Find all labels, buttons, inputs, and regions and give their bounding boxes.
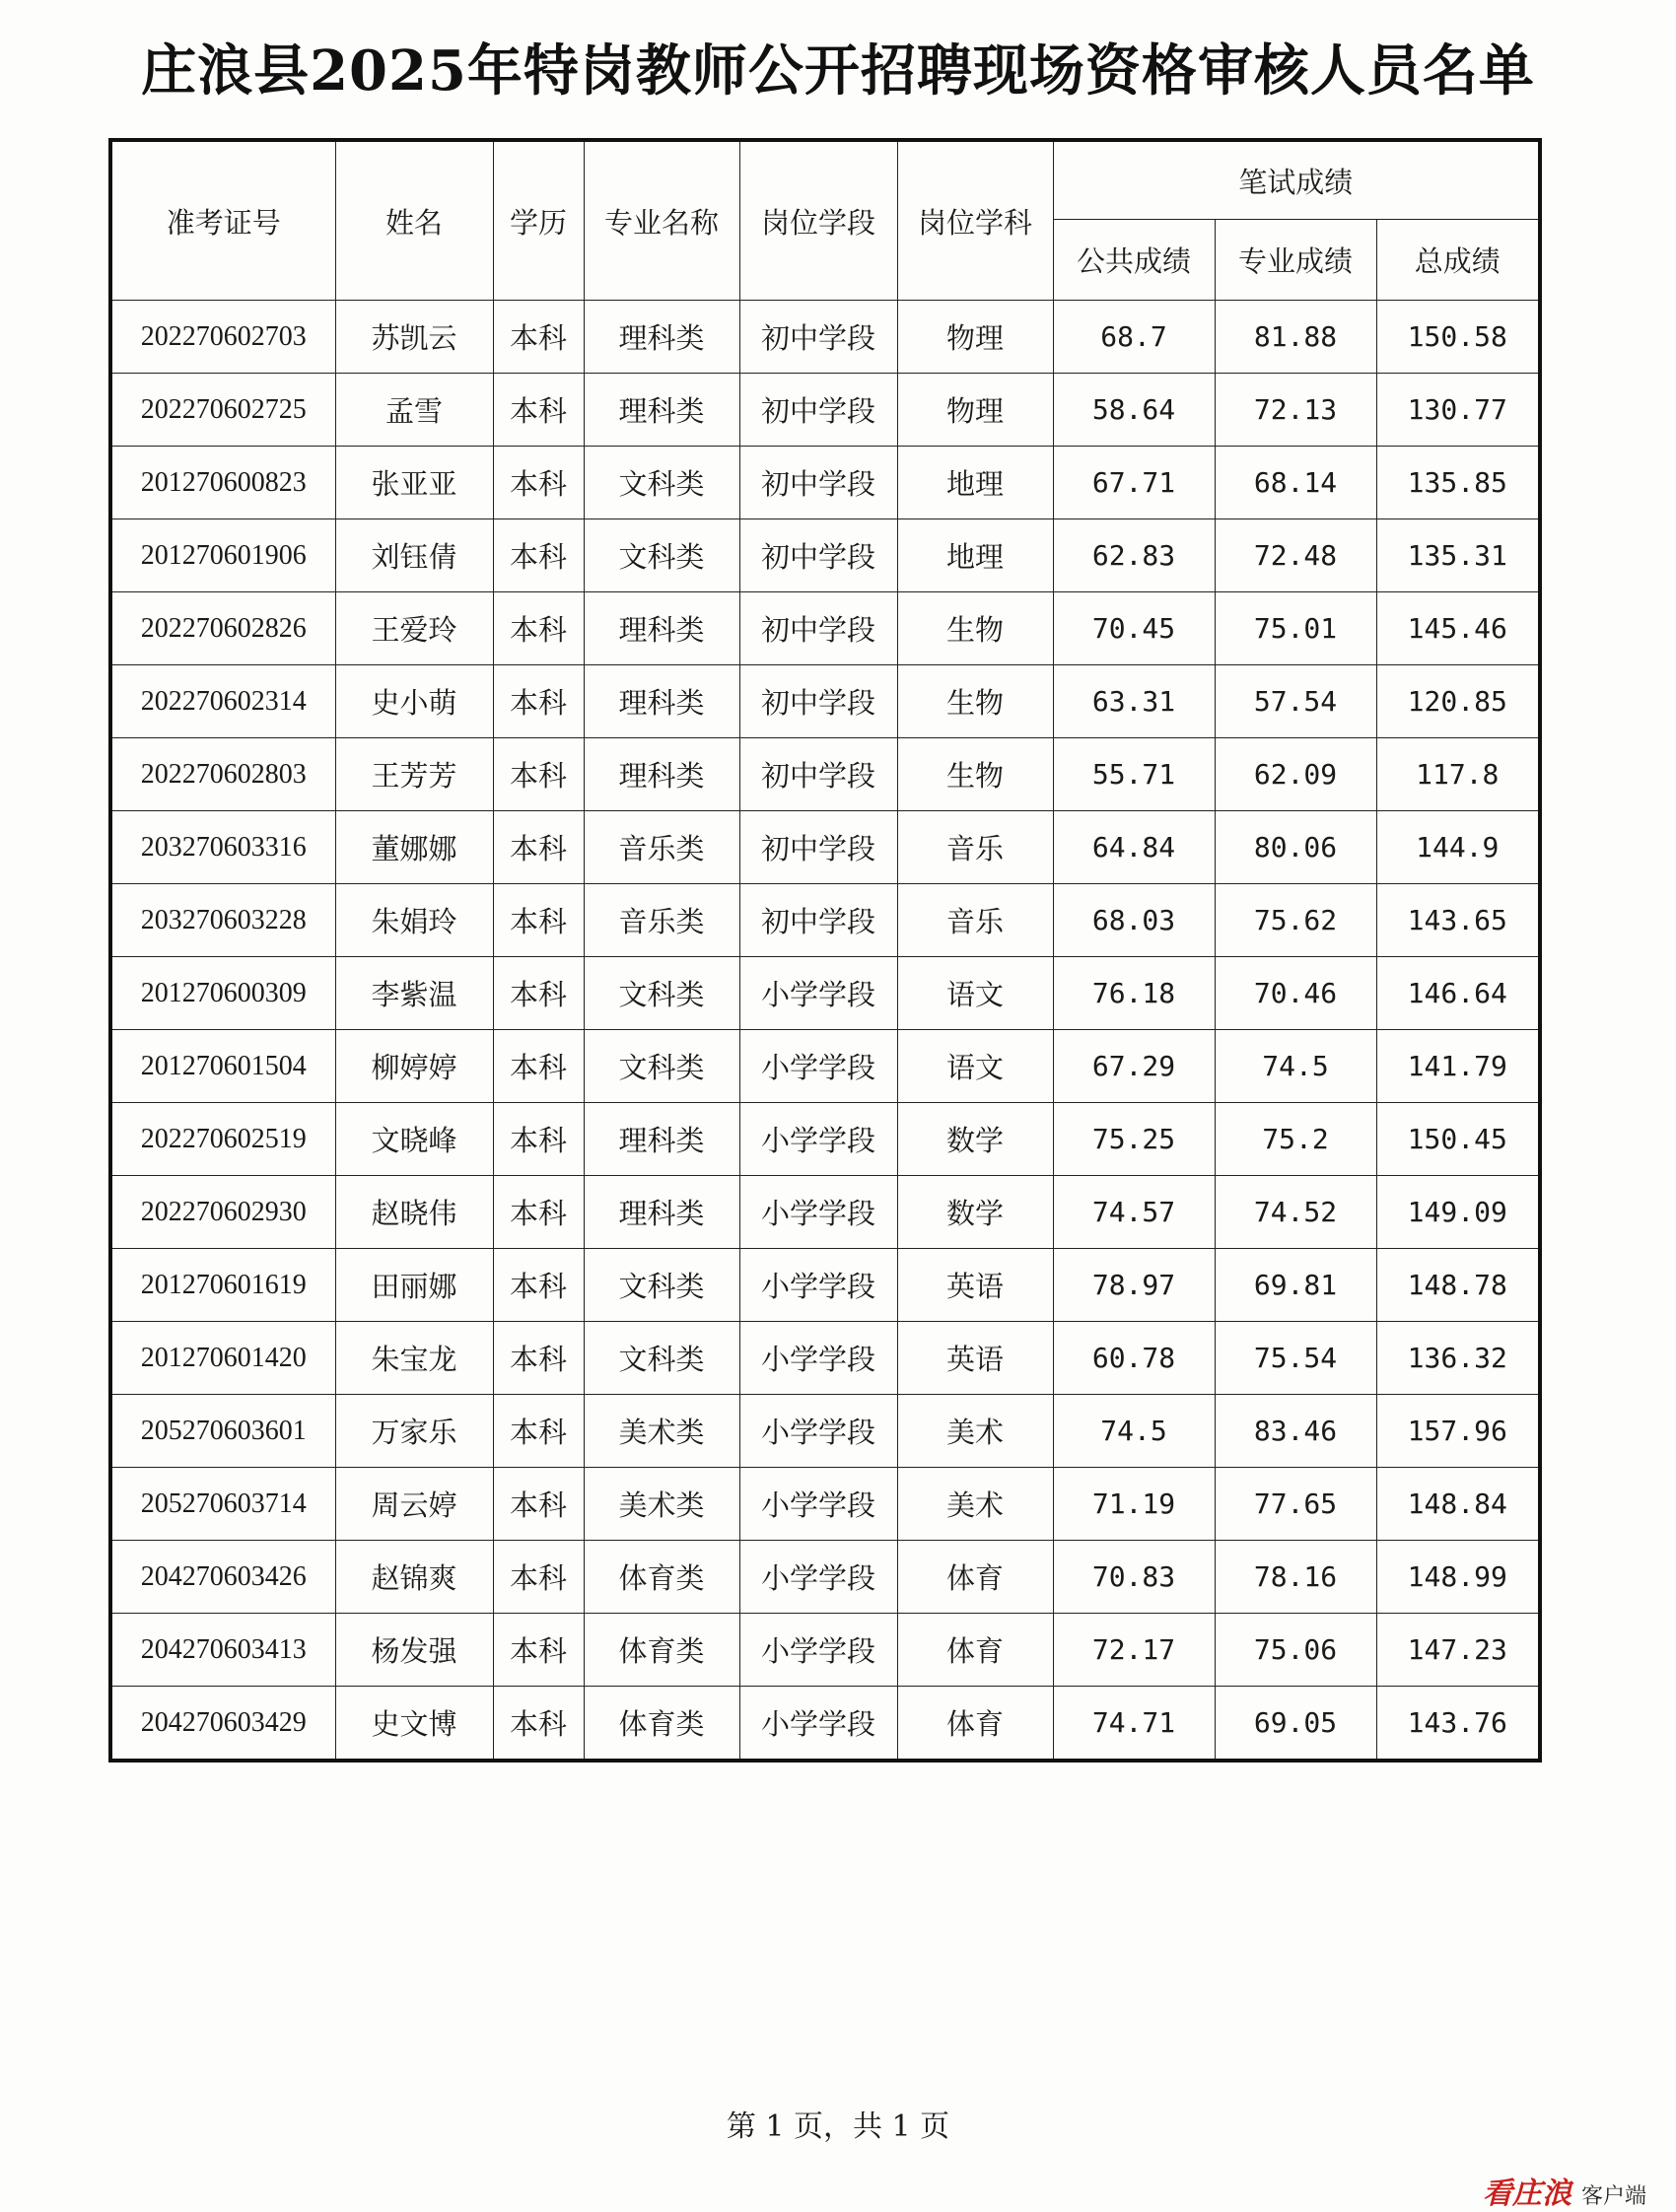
public-score-cell: 74.5 — [1053, 1395, 1215, 1468]
major-score-cell: 75.54 — [1215, 1322, 1376, 1395]
major-score-cell: 72.48 — [1215, 519, 1376, 592]
total-score-cell: 145.46 — [1376, 592, 1540, 665]
name-cell: 杨发强 — [335, 1614, 493, 1687]
major-cell: 理科类 — [584, 738, 739, 811]
name-cell: 朱宝龙 — [335, 1322, 493, 1395]
stage-cell: 初中学段 — [739, 665, 897, 738]
education-cell: 本科 — [493, 1468, 584, 1541]
total-score-cell: 143.76 — [1376, 1687, 1540, 1762]
major-cell: 音乐类 — [584, 884, 739, 957]
major-score-cell: 69.81 — [1215, 1249, 1376, 1322]
app-logo: 看庄浪 — [1482, 2177, 1571, 2211]
table-row — [110, 1249, 1540, 1322]
name-cell: 朱娟玲 — [335, 884, 493, 957]
education-cell: 本科 — [493, 1395, 584, 1468]
subject-cell: 音乐 — [897, 884, 1053, 957]
table-row — [110, 665, 1540, 738]
name-cell: 张亚亚 — [335, 447, 493, 519]
stage-cell: 初中学段 — [739, 884, 897, 957]
name-cell: 苏凯云 — [335, 301, 493, 374]
total-score-cell: 136.32 — [1376, 1322, 1540, 1395]
name-cell: 孟雪 — [335, 374, 493, 447]
education-cell: 本科 — [493, 447, 584, 519]
table-row — [110, 519, 1540, 592]
public-score-cell: 68.7 — [1053, 301, 1215, 374]
stage-cell: 小学学段 — [739, 1103, 897, 1176]
education-cell: 本科 — [493, 374, 584, 447]
exam-id-cell: 201270601420 — [110, 1322, 335, 1395]
total-score-cell: 148.99 — [1376, 1541, 1540, 1614]
major-score-cell: 70.46 — [1215, 957, 1376, 1030]
education-cell: 本科 — [493, 1614, 584, 1687]
major-score-cell: 69.05 — [1215, 1687, 1376, 1762]
major-score-cell: 77.65 — [1215, 1468, 1376, 1541]
education-cell: 本科 — [493, 1030, 584, 1103]
education-cell: 本科 — [493, 1103, 584, 1176]
subject-cell: 数学 — [897, 1176, 1053, 1249]
major-score-cell: 80.06 — [1215, 811, 1376, 884]
subject-cell: 体育 — [897, 1687, 1053, 1762]
table-row — [110, 1395, 1540, 1468]
exam-id-cell: 202270602725 — [110, 374, 335, 447]
table-row — [110, 1103, 1540, 1176]
major-cell: 体育类 — [584, 1687, 739, 1762]
table-row — [110, 1541, 1540, 1614]
total-score-cell: 147.23 — [1376, 1614, 1540, 1687]
total-score-cell: 148.78 — [1376, 1249, 1540, 1322]
name-cell: 王爱玲 — [335, 592, 493, 665]
header-written-score-group: 笔试成绩 — [1053, 140, 1540, 220]
table-row — [110, 592, 1540, 665]
name-cell: 史文博 — [335, 1687, 493, 1762]
table-body — [110, 301, 1540, 1762]
header-exam-id: 准考证号 — [110, 140, 335, 301]
public-score-cell: 74.57 — [1053, 1176, 1215, 1249]
page-number: 第 1 页，共 1 页 — [726, 2109, 950, 2144]
stage-cell: 小学学段 — [739, 1687, 897, 1762]
total-score-cell: 149.09 — [1376, 1176, 1540, 1249]
name-cell: 赵晓伟 — [335, 1176, 493, 1249]
major-score-cell: 81.88 — [1215, 301, 1376, 374]
subject-cell: 地理 — [897, 519, 1053, 592]
name-cell: 文晓峰 — [335, 1103, 493, 1176]
stage-cell: 小学学段 — [739, 1322, 897, 1395]
total-score-cell: 135.31 — [1376, 519, 1540, 592]
exam-id-cell: 202270602930 — [110, 1176, 335, 1249]
public-score-cell: 70.83 — [1053, 1541, 1215, 1614]
total-score-cell: 144.9 — [1376, 811, 1540, 884]
name-cell: 周云婷 — [335, 1468, 493, 1541]
stage-cell: 初中学段 — [739, 447, 897, 519]
total-score-cell: 117.8 — [1376, 738, 1540, 811]
subject-cell: 生物 — [897, 738, 1053, 811]
stage-cell: 初中学段 — [739, 374, 897, 447]
subject-cell: 数学 — [897, 1103, 1053, 1176]
major-score-cell: 62.09 — [1215, 738, 1376, 811]
header-public-score: 公共成绩 — [1053, 220, 1215, 301]
education-cell: 本科 — [493, 811, 584, 884]
major-cell: 音乐类 — [584, 811, 739, 884]
header-subject: 岗位学科 — [897, 140, 1053, 301]
education-cell: 本科 — [493, 592, 584, 665]
exam-id-cell: 203270603228 — [110, 884, 335, 957]
public-score-cell: 58.64 — [1053, 374, 1215, 447]
public-score-cell: 55.71 — [1053, 738, 1215, 811]
major-score-cell: 74.5 — [1215, 1030, 1376, 1103]
education-cell: 本科 — [493, 1541, 584, 1614]
major-score-cell: 75.06 — [1215, 1614, 1376, 1687]
table-row — [110, 738, 1540, 811]
subject-cell: 英语 — [897, 1249, 1053, 1322]
public-score-cell: 72.17 — [1053, 1614, 1215, 1687]
total-score-cell: 135.85 — [1376, 447, 1540, 519]
table-row — [110, 1468, 1540, 1541]
exam-id-cell: 201270601619 — [110, 1249, 335, 1322]
major-cell: 体育类 — [584, 1541, 739, 1614]
major-cell: 理科类 — [584, 1176, 739, 1249]
name-cell: 李紫温 — [335, 957, 493, 1030]
subject-cell: 语文 — [897, 957, 1053, 1030]
public-score-cell: 74.71 — [1053, 1687, 1215, 1762]
major-cell: 文科类 — [584, 519, 739, 592]
exam-id-cell: 202270602703 — [110, 301, 335, 374]
exam-id-cell: 203270603316 — [110, 811, 335, 884]
education-cell: 本科 — [493, 738, 584, 811]
page-title: 庄浪县2025年特岗教师公开招聘现场资格审核人员名单 — [141, 38, 1535, 104]
applicant-table — [108, 138, 1542, 1763]
stage-cell: 小学学段 — [739, 1395, 897, 1468]
stage-cell: 初中学段 — [739, 811, 897, 884]
major-score-cell: 75.2 — [1215, 1103, 1376, 1176]
major-cell: 体育类 — [584, 1614, 739, 1687]
table-row — [110, 447, 1540, 519]
stage-cell: 小学学段 — [739, 1249, 897, 1322]
exam-id-cell: 205270603714 — [110, 1468, 335, 1541]
table-row — [110, 884, 1540, 957]
major-cell: 文科类 — [584, 1249, 739, 1322]
major-score-cell: 75.01 — [1215, 592, 1376, 665]
education-cell: 本科 — [493, 1687, 584, 1762]
subject-cell: 地理 — [897, 447, 1053, 519]
major-score-cell: 57.54 — [1215, 665, 1376, 738]
subject-cell: 音乐 — [897, 811, 1053, 884]
public-score-cell: 68.03 — [1053, 884, 1215, 957]
public-score-cell: 76.18 — [1053, 957, 1215, 1030]
table-row — [110, 1687, 1540, 1762]
watermark-suffix: 客户端 — [1580, 2184, 1646, 2209]
exam-id-cell: 202270602519 — [110, 1103, 335, 1176]
public-score-cell: 64.84 — [1053, 811, 1215, 884]
name-cell: 万家乐 — [335, 1395, 493, 1468]
major-score-cell: 74.52 — [1215, 1176, 1376, 1249]
education-cell: 本科 — [493, 957, 584, 1030]
header-major-score: 专业成绩 — [1215, 220, 1376, 301]
table-row — [110, 811, 1540, 884]
major-cell: 文科类 — [584, 957, 739, 1030]
education-cell: 本科 — [493, 1249, 584, 1322]
subject-cell: 物理 — [897, 374, 1053, 447]
education-cell: 本科 — [493, 1176, 584, 1249]
table-row — [110, 374, 1540, 447]
total-score-cell: 130.77 — [1376, 374, 1540, 447]
name-cell: 田丽娜 — [335, 1249, 493, 1322]
stage-cell: 初中学段 — [739, 592, 897, 665]
stage-cell: 小学学段 — [739, 1614, 897, 1687]
major-score-cell: 83.46 — [1215, 1395, 1376, 1468]
exam-id-cell: 202270602803 — [110, 738, 335, 811]
name-cell: 柳婷婷 — [335, 1030, 493, 1103]
subject-cell: 语文 — [897, 1030, 1053, 1103]
subject-cell: 体育 — [897, 1614, 1053, 1687]
major-cell: 理科类 — [584, 374, 739, 447]
education-cell: 本科 — [493, 301, 584, 374]
table-row — [110, 1176, 1540, 1249]
subject-cell: 生物 — [897, 592, 1053, 665]
exam-id-cell: 201270600823 — [110, 447, 335, 519]
major-cell: 理科类 — [584, 301, 739, 374]
education-cell: 本科 — [493, 884, 584, 957]
exam-id-cell: 201270600309 — [110, 957, 335, 1030]
header-major: 专业名称 — [584, 140, 739, 301]
stage-cell: 小学学段 — [739, 957, 897, 1030]
name-cell: 赵锦爽 — [335, 1541, 493, 1614]
stage-cell: 小学学段 — [739, 1176, 897, 1249]
major-score-cell: 75.62 — [1215, 884, 1376, 957]
education-cell: 本科 — [493, 665, 584, 738]
table-row — [110, 1614, 1540, 1687]
stage-cell: 小学学段 — [739, 1541, 897, 1614]
public-score-cell: 75.25 — [1053, 1103, 1215, 1176]
table-row — [110, 957, 1540, 1030]
name-cell: 刘钰倩 — [335, 519, 493, 592]
major-score-cell: 72.13 — [1215, 374, 1376, 447]
subject-cell: 美术 — [897, 1395, 1053, 1468]
major-cell: 理科类 — [584, 1103, 739, 1176]
subject-cell: 体育 — [897, 1541, 1053, 1614]
major-cell: 美术类 — [584, 1395, 739, 1468]
stage-cell: 小学学段 — [739, 1030, 897, 1103]
major-cell: 文科类 — [584, 1322, 739, 1395]
exam-id-cell: 201270601906 — [110, 519, 335, 592]
name-cell: 史小萌 — [335, 665, 493, 738]
exam-id-cell: 205270603601 — [110, 1395, 335, 1468]
name-cell: 王芳芳 — [335, 738, 493, 811]
subject-cell: 美术 — [897, 1468, 1053, 1541]
public-score-cell: 63.31 — [1053, 665, 1215, 738]
public-score-cell: 67.29 — [1053, 1030, 1215, 1103]
total-score-cell: 148.84 — [1376, 1468, 1540, 1541]
stage-cell: 小学学段 — [739, 1468, 897, 1541]
header-total-score: 总成绩 — [1376, 220, 1540, 301]
major-score-cell: 68.14 — [1215, 447, 1376, 519]
major-cell: 理科类 — [584, 592, 739, 665]
name-cell: 董娜娜 — [335, 811, 493, 884]
public-score-cell: 70.45 — [1053, 592, 1215, 665]
exam-id-cell: 202270602314 — [110, 665, 335, 738]
stage-cell: 初中学段 — [739, 519, 897, 592]
major-cell: 文科类 — [584, 1030, 739, 1103]
major-score-cell: 78.16 — [1215, 1541, 1376, 1614]
table-row — [110, 1030, 1540, 1103]
public-score-cell: 78.97 — [1053, 1249, 1215, 1322]
total-score-cell: 146.64 — [1376, 957, 1540, 1030]
subject-cell: 英语 — [897, 1322, 1053, 1395]
total-score-cell: 150.58 — [1376, 301, 1540, 374]
major-cell: 美术类 — [584, 1468, 739, 1541]
stage-cell: 初中学段 — [739, 738, 897, 811]
source-watermark — [1483, 2169, 1646, 2212]
public-score-cell: 71.19 — [1053, 1468, 1215, 1541]
stage-cell: 初中学段 — [739, 301, 897, 374]
exam-id-cell: 204270603429 — [110, 1687, 335, 1762]
subject-cell: 生物 — [897, 665, 1053, 738]
education-cell: 本科 — [493, 1322, 584, 1395]
total-score-cell: 157.96 — [1376, 1395, 1540, 1468]
total-score-cell: 141.79 — [1376, 1030, 1540, 1103]
public-score-cell: 67.71 — [1053, 447, 1215, 519]
table-row — [110, 1322, 1540, 1395]
major-cell: 文科类 — [584, 447, 739, 519]
header-name: 姓名 — [335, 140, 493, 301]
education-cell: 本科 — [493, 519, 584, 592]
total-score-cell: 120.85 — [1376, 665, 1540, 738]
exam-id-cell: 204270603426 — [110, 1541, 335, 1614]
total-score-cell: 150.45 — [1376, 1103, 1540, 1176]
header-stage: 岗位学段 — [739, 140, 897, 301]
public-score-cell: 62.83 — [1053, 519, 1215, 592]
total-score-cell: 143.65 — [1376, 884, 1540, 957]
exam-id-cell: 201270601504 — [110, 1030, 335, 1103]
major-cell: 理科类 — [584, 665, 739, 738]
exam-id-cell: 204270603413 — [110, 1614, 335, 1687]
public-score-cell: 60.78 — [1053, 1322, 1215, 1395]
subject-cell: 物理 — [897, 301, 1053, 374]
table-row — [110, 301, 1540, 374]
exam-id-cell: 202270602826 — [110, 592, 335, 665]
header-education: 学历 — [493, 140, 584, 301]
